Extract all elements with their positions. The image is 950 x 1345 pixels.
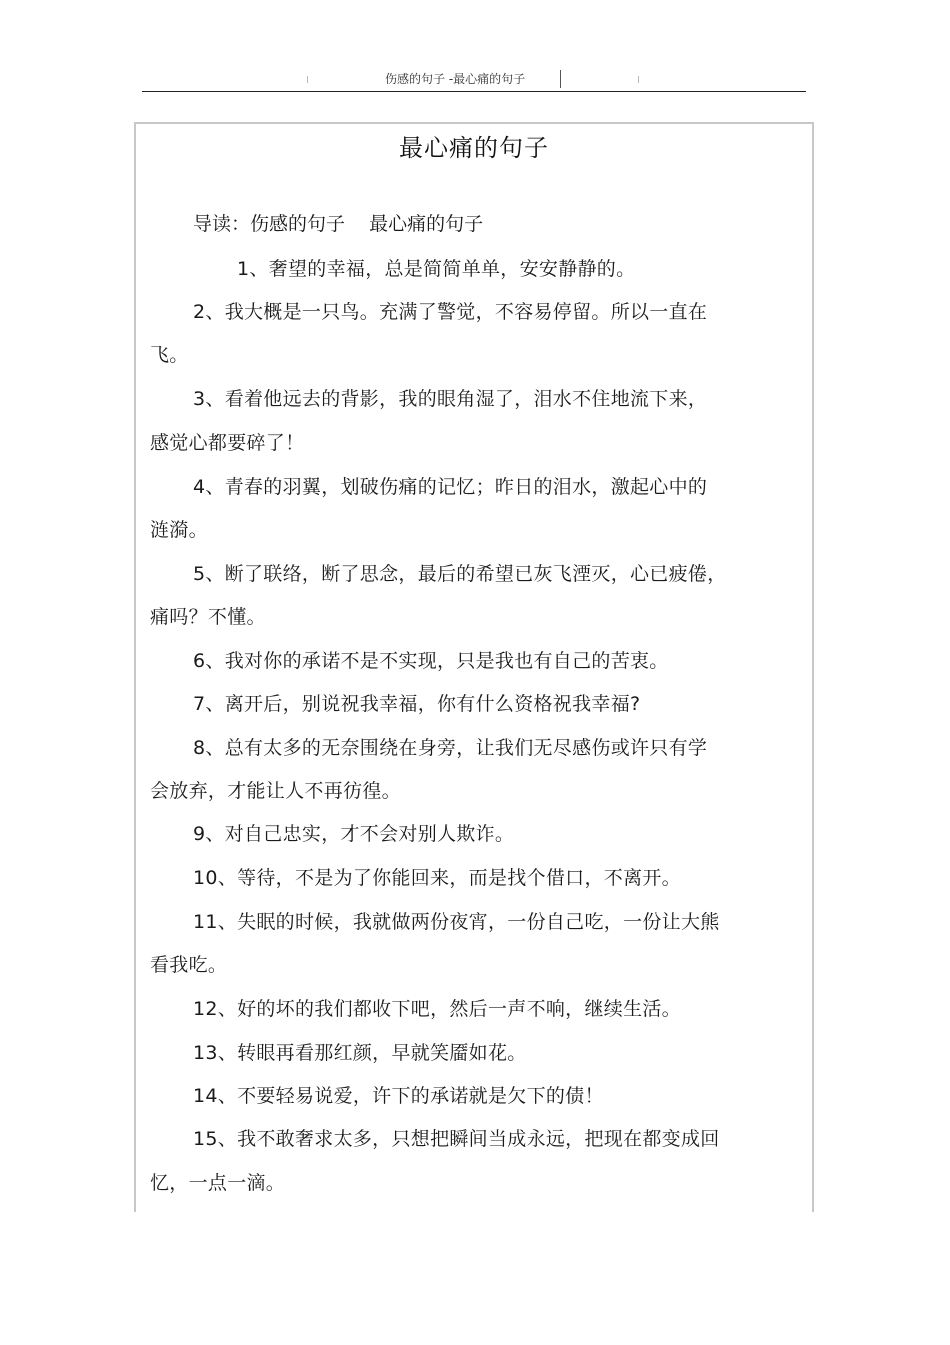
- intro-line: 导读：伤感的句子 最心痛的句子: [193, 213, 484, 235]
- header-rule: [142, 91, 806, 92]
- sentence-line: 痛吗？不懂。: [150, 606, 266, 628]
- sentence-line: 11、失眠的时候，我就做两份夜宵，一份自己吃，一份让大熊: [193, 911, 720, 933]
- sentence-line: 9、对自己忠实，才不会对别人欺诈。: [193, 823, 515, 845]
- sentence-line: 15、我不敢奢求太多，只想把瞬间当成永远，把现在都变成回: [193, 1128, 720, 1150]
- page-title: 最心痛的句子: [399, 134, 549, 162]
- sentence-line: 飞。: [150, 344, 189, 366]
- sentence-line: 10、等待，不是为了你能回来，而是找个借口，不离开。: [193, 867, 681, 889]
- sentence-line: 7、离开后，别说祝我幸福，你有什么资格祝我幸福?: [193, 693, 641, 715]
- sentence-line: 3、看着他远去的背影，我的眼角湿了，泪水不住地流下来，: [193, 388, 708, 410]
- sentence-line: 忆，一点一滴。: [150, 1172, 286, 1194]
- sentence-line: 4、青春的羽翼，划破伤痛的记忆；昨日的泪水，激起心中的: [193, 476, 708, 498]
- sentence-line: 12、好的坏的我们都收下吧，然后一声不响，继续生活。: [193, 998, 681, 1020]
- sentence-line: 13、转眼再看那红颜，早就笑靥如花。: [193, 1042, 527, 1064]
- sentence-line: 涟漪。: [150, 519, 208, 541]
- sentence-line: 8、总有太多的无奈围绕在身旁，让我们无尽感伤或许只有学: [193, 737, 708, 759]
- sentence-line: 会放弃，才能让人不再彷徨。: [150, 780, 401, 802]
- sentence-line: 6、我对你的承诺不是不实现，只是我也有自己的苦衷。: [193, 650, 669, 672]
- sentence-line: 2、我大概是一只鸟。充满了警觉，不容易停留。所以一直在: [193, 301, 708, 323]
- header-tick: [307, 76, 308, 83]
- sentence-line: 14、不要轻易说爱，许下的承诺就是欠下的债！: [193, 1085, 604, 1107]
- header-tick: [638, 76, 639, 83]
- sentence-line: 1、奢望的幸福，总是简简单单，安安静静的。: [237, 258, 636, 280]
- sentence-line: 感觉心都要碎了！: [150, 432, 305, 454]
- running-header: 伤感的句子 -最心痛的句子: [385, 72, 526, 86]
- sentence-line: 看我吃。: [150, 954, 228, 976]
- sentence-line: 5、断了联络，断了思念，最后的希望已灰飞湮灭，心已疲倦，: [193, 563, 727, 585]
